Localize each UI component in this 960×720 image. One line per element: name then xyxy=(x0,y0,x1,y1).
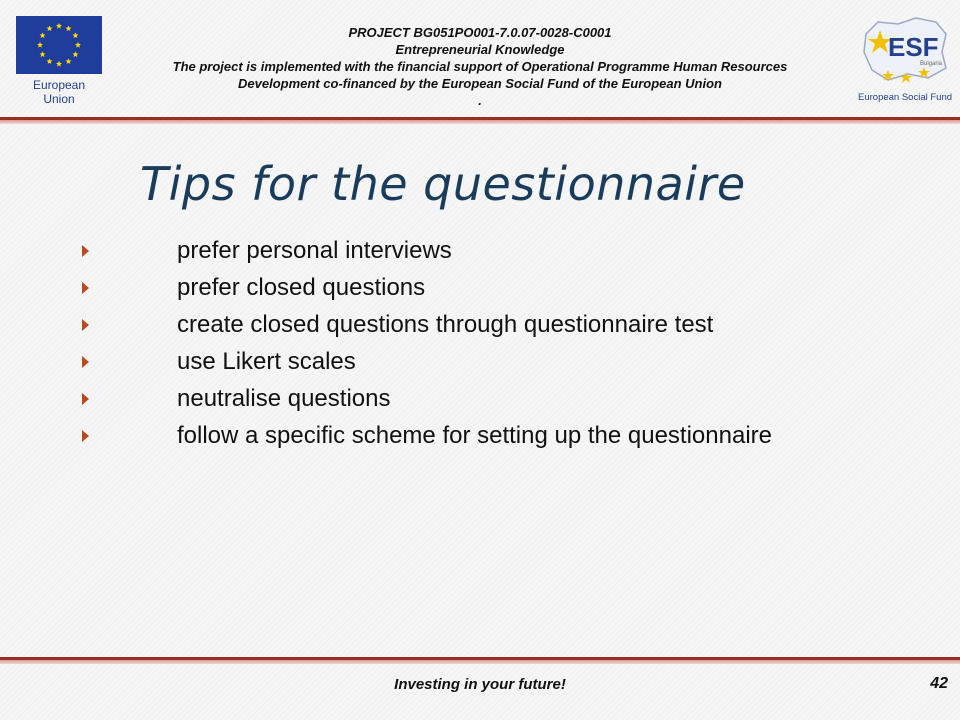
slide-header xyxy=(0,0,960,118)
esf-logo xyxy=(858,12,952,108)
arrow-right-icon xyxy=(82,430,89,442)
bullet-text: follow a specific scheme for setting up the questionnaire xyxy=(177,422,772,449)
arrow-right-icon xyxy=(82,393,89,405)
bullet-text: create closed questions through questionnaire test xyxy=(177,311,714,338)
project-info xyxy=(110,24,850,109)
bullet-list xyxy=(82,236,842,458)
project-funding-line-2: Development co-financed by the European Social Fund of the European Union xyxy=(238,76,722,91)
bullet-item xyxy=(82,310,842,340)
bullet-item xyxy=(82,236,842,266)
bullet-item xyxy=(82,421,842,451)
eu-flag-icon xyxy=(16,16,102,74)
bullet-text: prefer closed questions xyxy=(177,274,426,301)
footer-slogan: Investing in your future! xyxy=(394,676,566,693)
header-divider xyxy=(0,117,960,124)
arrow-right-icon xyxy=(82,245,89,257)
bullet-text: prefer personal interviews xyxy=(177,237,452,264)
slide-title: Tips for the questionnaire xyxy=(140,157,746,211)
bullet-text: use Likert scales xyxy=(177,348,356,375)
project-dot: . xyxy=(478,93,482,108)
arrow-right-icon xyxy=(82,319,89,331)
esf-mark: ESF xyxy=(888,32,939,62)
bullet-item xyxy=(82,384,842,414)
eu-logo-caption: European Union xyxy=(32,78,86,106)
esf-logo-caption: European Social Fund xyxy=(858,92,953,103)
footer-divider xyxy=(0,657,960,664)
project-funding-line-1: The project is implemented with the financial support of Operational Programme Human Resources xyxy=(172,59,788,74)
bullet-item xyxy=(82,273,842,303)
page-number: 42 xyxy=(930,675,948,692)
project-name: Entrepreneurial Knowledge xyxy=(395,42,565,57)
arrow-right-icon xyxy=(82,356,89,368)
bullet-item xyxy=(82,347,842,377)
arrow-right-icon xyxy=(82,282,89,294)
esf-logo-icon xyxy=(858,12,952,92)
esf-sub: Bulgaria xyxy=(920,61,943,67)
eu-logo xyxy=(16,16,102,106)
bullet-text: neutralise questions xyxy=(177,385,391,412)
project-code: PROJECT BG051PO001-7.0.07-0028-C0001 xyxy=(348,25,612,40)
